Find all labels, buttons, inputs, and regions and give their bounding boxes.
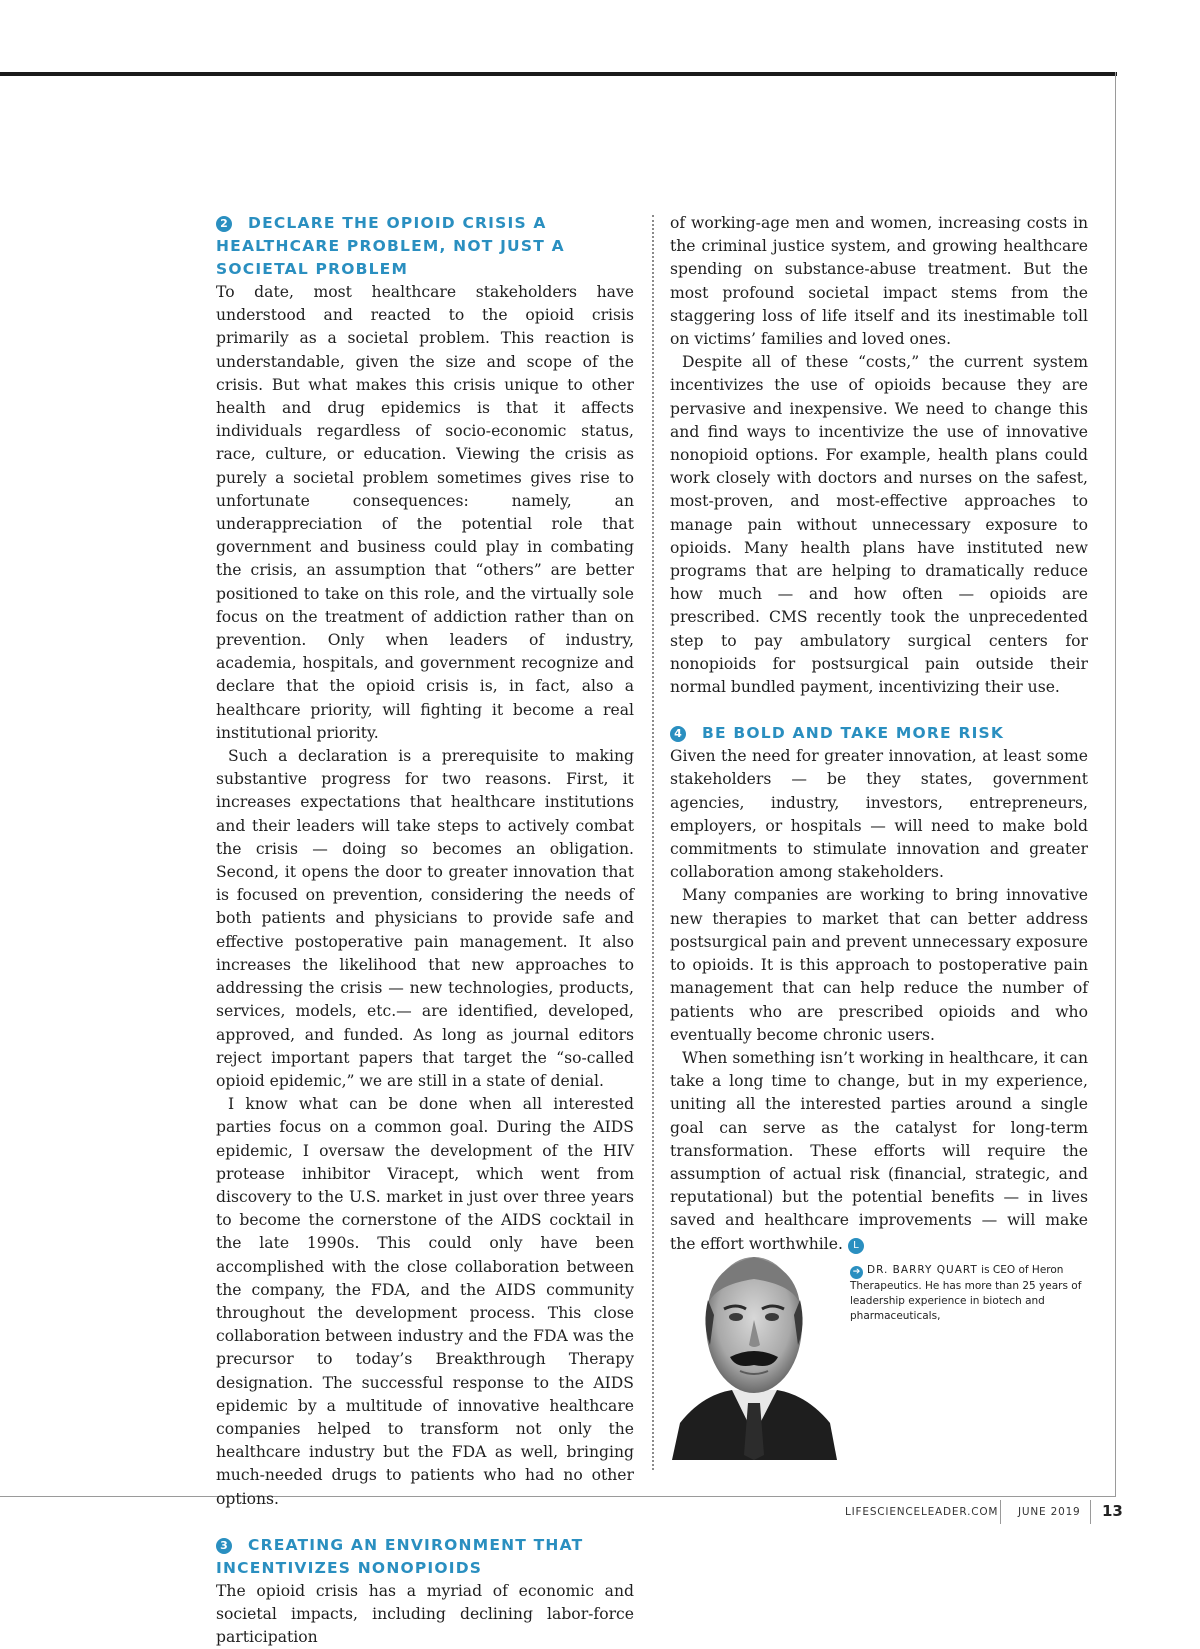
footer-issue-date: JUNE 2019 [1018,1506,1081,1518]
section-3-heading: 3 CREATING AN ENVIRONMENT THAT INCENTIVIZES NONOPIOIDS [216,1535,584,1577]
left-column [216,212,634,1649]
author-portrait [672,1245,837,1460]
body-paragraph: Given the need for greater innovation, at least some stakeholders — be they states, government agencies, industry, investors, entrepreneurs, employers, or hospitals — will need to make bold commitments to stimulate innovation and greater collaboration among stakeholders. [670,747,1088,882]
section-number-badge: 3 [216,1538,232,1554]
right-column [670,212,1088,1256]
body-paragraph: Many companies are working to bring innovative new therapies to market that can better address postsurgical pain and prevent unnecessary exposure to opioids. It is this approach to postoperative pain management that can help reduce the number of patients who are prescribed opioids and who eventually become chronic users. [670,886,1088,1044]
body-paragraph-continuation: of working-age men and women, increasing costs in the criminal justice system, and growing healthcare spending on substance-abuse treatment. But the most profound societal impact stems from the staggering loss of life itself and its inestimable toll on victims’ families and loved ones. [670,214,1088,349]
right-rule [1115,72,1116,1497]
arrow-right-icon: ➔ [850,1266,863,1279]
body-paragraph: Despite all of these “costs,” the current system incentivizes the use of opioids because they are pervasive and inexpensive. We need to change this and find ways to incentivize the use of innovative nonopioid options. For example, health plans could work closely with doctors and nurses on the safest, most-proven, and most-effective approaches to manage pain without unnecessary exposure to opioids. Many health plans have instituted new programs that are helping to dramatically reduce how much — and how often — opioids are prescribed. CMS recently took the unprecedented step to pay ambulatory surgical centers for nonopioids for postsurgical pain outside their normal bundled payment, incentivizing their use. [670,353,1088,697]
end-of-article-mark-icon: L [848,1238,864,1254]
section-number-badge: 2 [216,216,232,232]
footer-website: LIFESCIENCELEADER.COM [845,1506,999,1518]
body-paragraph: Such a declaration is a prerequisite to making substantive progress for two reasons. First, it increases expectations that healthcare institutions and their leaders will take steps to actively combat the crisis — doing so becomes an obligation. Second, it opens the door to greater innovation that is focused on prevention, considering the needs of both patients and physicians to provide safe and effective postoperative pain management. It also increases the likelihood that new approaches to addressing the crisis — new technologies, products, services, models, etc.— are identified, developed, approved, and funded. As long as journal editors reject important papers that target the “so-called opioid epidemic,” we are still in a state of denial. [216,747,634,1090]
section-number-badge: 4 [670,726,686,742]
author-bio: ➔ DR. BARRY QUART is CEO of Heron Therapeutics. He has more than 25 years of leadership experience in biotech and pharmaceuticals, [850,1264,1082,1322]
page-number: 13 [1102,1502,1123,1520]
body-paragraph: When something isn’t working in healthcare, it can take a long time to change, but in my experience, uniting all the interested parties around a single goal can serve as the catalyst for long-term transformation. These efforts will require the assumption of actual risk (financial, strategic, and reputational) but the potential benefits — in lives saved and healthcare improvements — will make the effort worthwhile. L [670,1048,1088,1253]
body-paragraph: To date, most healthcare stakeholders have understood and reacted to the opioid crisis primarily as a societal problem. This reaction is understandable, given the size and scope of the crisis. But what makes this crisis unique to other health and drug epidemics is that it affects individuals regardless of socio-economic status, race, culture, or education. Viewing the crisis as purely a societal problem sometimes gives rise to unfortunate consequences: namely, an underappreciation of the potential role that government and business could play in combating the crisis, an assumption that “others” are better positioned to take on this role, and the virtually sole focus on the treatment of addiction rather than on prevention. Only when leaders of industry, academia, hospitals, and government recognize and declare that the opioid crisis is, in fact, also a healthcare priority, will fighting it become a real institutional priority. [216,283,634,742]
footer-separator [1090,1500,1091,1524]
body-paragraph-continued: The opioid crisis has a myriad of economic and societal impacts, including declining labor-force participation [216,1581,634,1647]
column-divider [652,215,654,1470]
top-rule [0,72,1117,76]
footer-separator [1000,1500,1001,1524]
body-paragraph: I know what can be done when all interested parties focus on a common goal. During the AIDS epidemic, I oversaw the development of the HIV protease inhibitor Viracept, which went from discovery to the U.S. market in just over three years to become the cornerstone of the AIDS cocktail in the late 1990s. This could only have been accomplished with the close collaboration between the company, the FDA, and the AIDS community throughout the development process. This close collaboration between industry and the FDA was the precursor to today’s Breakthrough Therapy designation. The successful response to the AIDS epidemic by a multitude of innovative healthcare companies helped to transform not only the healthcare industry but the FDA as well, bringing much-needed drugs to patients who had no other options. [216,1095,634,1508]
section-2-heading: 2 DECLARE THE OPIOID CRISIS A HEALTHCARE PROBLEM, NOT JUST A SOCIETAL PROBLEM [216,214,565,278]
section-4-heading: 4 BE BOLD AND TAKE MORE RISK [670,722,1088,745]
